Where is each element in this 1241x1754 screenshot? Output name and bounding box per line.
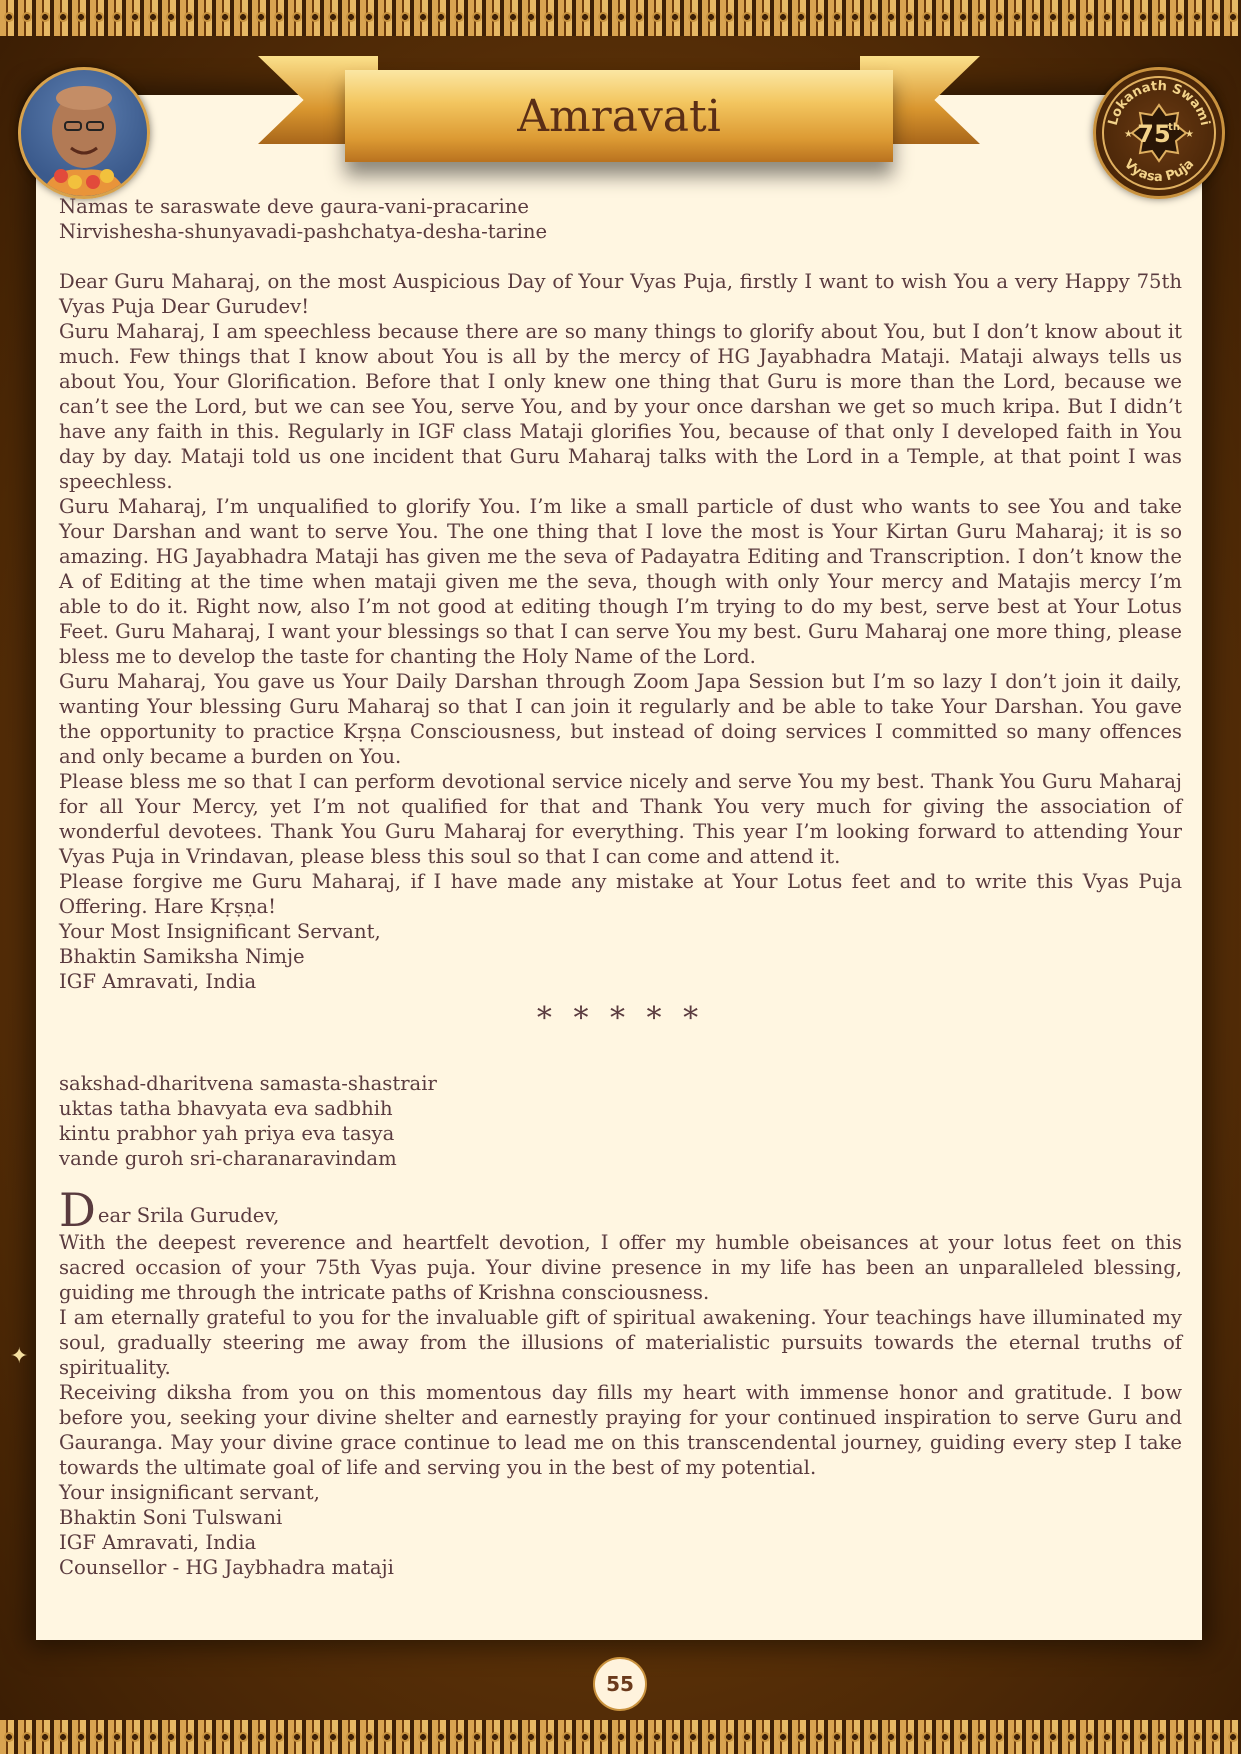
paragraph: Guru Maharaj, You gave us Your Daily Darshan through Zoom Japa Session but I’m so lazy I don’t join it daily, wanting Your blessing Guru Maharaj so that I can join it regularly and be able to take Your Darshan. You gave the opportunity to practice Kṛṣṇa Consciousness, but instead of doing services I committed so many offences and only became a burden on You. <box>59 670 1182 768</box>
verse-line: uktas tatha bhavyata eva sadbhih <box>59 1097 393 1120</box>
signature-line: IGF Amravati, India <box>59 1531 257 1554</box>
salutation-text: ear Srila Gurudev, <box>97 1204 280 1227</box>
seal-number: 75 <box>1137 120 1171 148</box>
page-number: 55 <box>593 1657 647 1711</box>
verse-line: sakshad-dharitvena samasta-shastrair <box>59 1072 437 1095</box>
guru-portrait <box>18 67 150 199</box>
seal-suffix: th <box>1168 122 1180 133</box>
top-ornamental-border <box>0 0 1241 36</box>
paragraph: Receiving diksha from you on this momentous day fills my heart with immense honor and gratitude. I bow before you, seeking your divine shelter and earnestly praying for your continued inspiration to serve Guru and Gauranga. May your divine grace continue to lead me on this transcendental journey, guiding every step I take towards the ultimate goal of life and serving you in the best of my potential. <box>59 1381 1182 1479</box>
seal-star-right-icon: ★ <box>1185 129 1194 140</box>
page-content <box>59 194 1182 1580</box>
paragraph: Guru Maharaj, I am speechless because there are so many things to glorify about You, but I don’t know about it much. Few things that I know about You is all by the mercy of HG Jayabhadra Mataji. Mataji always tells us about You, Your Glorification. Before that I only knew one thing that Guru is more than the Lord, because we can’t see the Lord, but we can see You, serve You, and by your once darshan we get so much kripa. But I didn’t have any faith in this. Regularly in IGF class Mataji glorifies You, because of that only I developed faith in You day by day. Mataji told us one incident that Guru Maharaj talks with the Lord in a Temple, at that point I was speechless. <box>59 320 1182 493</box>
verse-line: kintu prabhor yah priya eva tasya <box>59 1122 395 1145</box>
verse-line: vande guroh sri-charanaravindam <box>59 1147 397 1170</box>
drop-cap: D <box>59 1183 96 1237</box>
letter-1 <box>59 194 1182 994</box>
paragraph: Dear Guru Maharaj, on the most Auspicious Day of Your Vyas Puja, firstly I want to wish You a very Happy 75th Vyas Puja Dear Gurudev! <box>59 270 1182 318</box>
signature-line: Bhaktin Samiksha Nimje <box>59 945 305 968</box>
signature-line: Counsellor - HG Jaybhadra mataji <box>59 1556 394 1579</box>
signature-line: IGF Amravati, India <box>59 970 257 993</box>
sparkle-icon: ✦ <box>10 1344 29 1369</box>
vyasa-puja-75th-seal <box>1093 67 1225 199</box>
section-separator: * * * * * <box>536 1001 705 1036</box>
paragraph: Guru Maharaj, I’m unqualified to glorify You. I’m like a small particle of dust who wants to see You and take Your Darshan and want to serve You. The one thing that I love the most is Your Kirtan Guru Maharaj; it is so amazing. HG Jayabhadra Mataji has given me the seva of Padayatra Editing and Transcription. I don’t know the A of Editing at the time when mataji given me the seva, though with only Your mercy and Matajis mercy I’m able to do it. Right now, also I’m not good at editing though I’m trying to do my best, serve best at Your Lotus Feet. Guru Maharaj, I want your blessings so that I can serve You my best. Guru Maharaj one more thing, please bless me to develop the taste for chanting the Holy Name of the Lord. <box>59 495 1182 668</box>
signature-line: Your Most Insignificant Servant, <box>59 920 381 943</box>
paragraph: Please bless me so that I can perform devotional service nicely and serve You my best. Thank You Guru Maharaj for all Your Mercy, yet I’m not qualified for that and Thank You very much for giving the association of wonderful devotees. Thank You Guru Maharaj for everything. This year I’m looking forward to attending Your Vyas Puja in Vrindavan, please bless this soul so that I can come and attend it. <box>59 770 1182 868</box>
paragraph: With the deepest reverence and heartfelt devotion, I offer my humble obeisances at your lotus feet on this sacred occasion of your 75th Vyas puja. Your divine presence in my life has been an unparalleled blessing, guiding me through the intricate paths of Krishna consciousness. <box>59 1231 1182 1304</box>
signature-line: Bhaktin Soni Tulswani <box>59 1506 283 1529</box>
seal-bottom-text: Vyasa Puja <box>1120 156 1198 186</box>
portrait-illustration <box>21 70 147 196</box>
spacer <box>59 1171 1182 1187</box>
paragraph: I am eternally grateful to you for the invaluable gift of spiritual awakening. Your teachings have illuminated my soul, gradually steering me away from the illusions of materialistic pursuits towards the eternal truths of spirituality. <box>59 1306 1182 1379</box>
banner-ribbon <box>345 70 893 162</box>
seal-top-text: Lokanath Swami <box>1105 78 1213 128</box>
paragraph: Please forgive me Guru Maharaj, if I have made any mistake at Your Lotus feet and to write this Vyas Puja Offering. Hare Kṛṣṇa! <box>59 870 1182 918</box>
page-title: Amravati <box>517 90 721 142</box>
letter-2 <box>59 1071 1182 1580</box>
verse-line: Namas te saraswate deve gaura-vani-pracarine <box>59 195 529 218</box>
salutation <box>59 1183 1182 1237</box>
bottom-ornamental-border <box>0 1720 1241 1754</box>
seal-star-left-icon: ★ <box>1124 129 1133 140</box>
spacer <box>59 244 1182 269</box>
signature-line: Your insignificant servant, <box>59 1481 320 1504</box>
title-banner <box>258 50 980 170</box>
verse-line: Nirvishesha-shunyavadi-pashchatya-desha-tarine <box>59 220 548 243</box>
seal-emblem <box>1096 70 1222 196</box>
